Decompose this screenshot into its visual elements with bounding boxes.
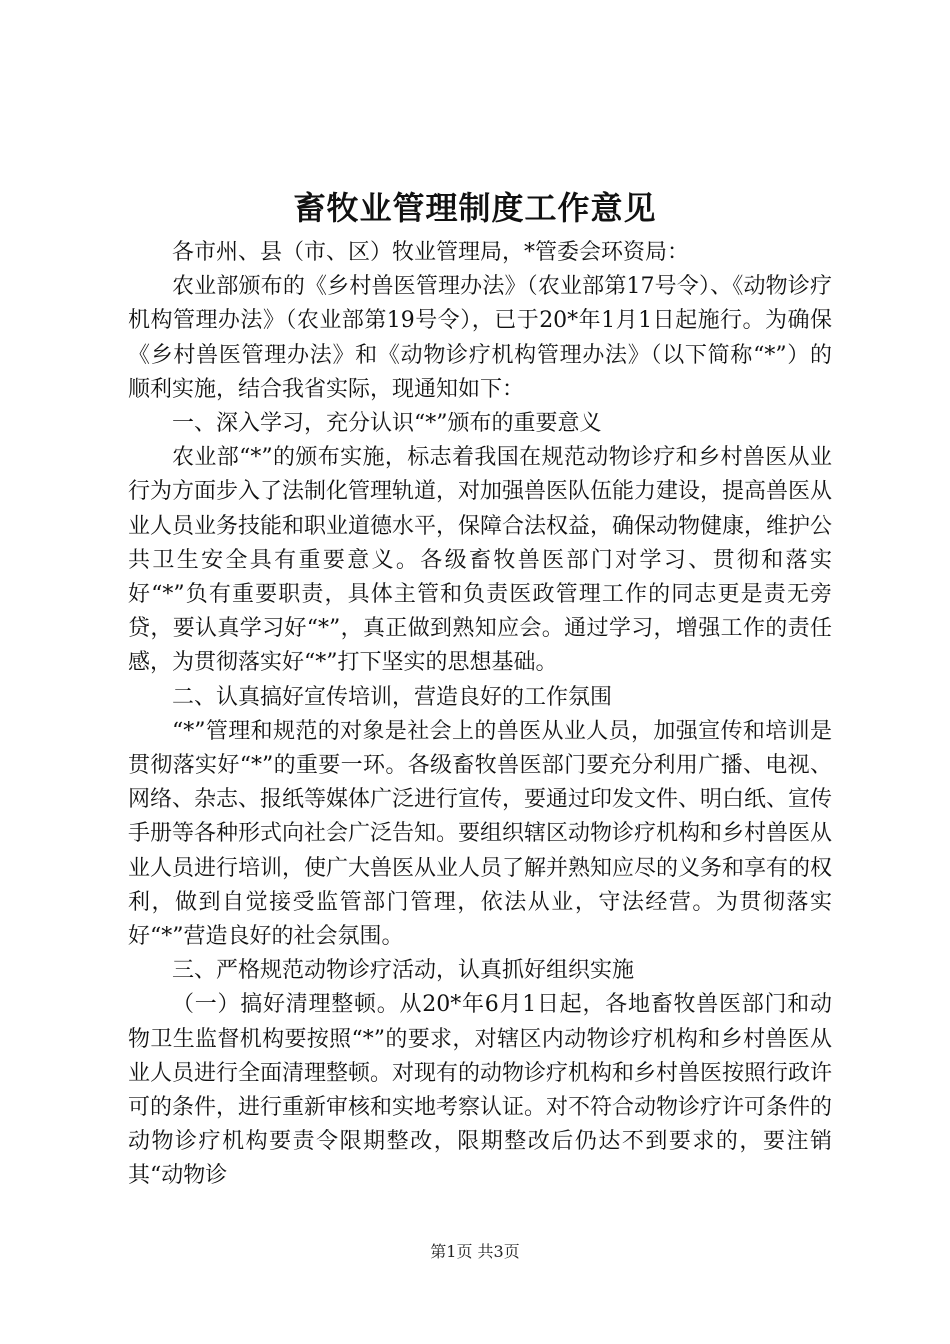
section-heading-1: 一、深入学习，充分认识“*”颁布的重要意义 bbox=[172, 411, 602, 437]
section-heading-2: 二、认真搞好宣传培训，营造良好的工作氛围 bbox=[172, 684, 613, 710]
section-paragraph-1: 农业部“*”的颁布实施，标志着我国在规范动物诊疗和乡村兽医从业行为方面步入了法制化管理轨道，对加强兽医队伍能力建设，提高兽医从业人员业务技能和职业道德水平，保障合法权益，确保动物健康，维护公共卫生安全具有重要意义。各级畜牧兽医部门对学习、贯彻和落实好“*”负有重要职责，具体主管和负责医政管理工作的同志更是责无旁贷，要认真学习好“*”，真正做到熟知应会。通过学习，增强工作的责任感，为贯彻落实好“*”打下坚实的思想基础。 bbox=[128, 445, 833, 676]
document-title: 畜牧业管理制度工作意见 bbox=[293, 189, 657, 227]
intro-paragraph: 农业部颁布的《乡村兽医管理办法》（农业部第17号令）、《动物诊疗机构管理办法》（农业部第19号令），已于20*年1月1日起施行。为确保《乡村兽医管理办法》和《动物诊疗机构管理办法》（以下简称“*”）的顺利实施，结合我省实际，现通知如下： bbox=[128, 274, 832, 402]
page-footer: 第1页 共3页 bbox=[430, 1242, 520, 1261]
section-paragraph-3: （一）搞好清理整顿。从20*年6月1日起，各地畜牧兽医部门和动物卫生监督机构要按照“*”的要求，对辖区内动物诊疗机构和乡村兽医从业人员进行全面清理整顿。对现有的动物诊疗机构和乡村兽医按照行政许可的条件，进行重新审核和实地考察认证。对不符合动物诊疗许可条件的动物诊疗机构要责令限期整改，限期整改后仍达不到要求的，要注销其“动物诊 bbox=[128, 992, 833, 1189]
document-body bbox=[128, 236, 832, 1194]
salutation-paragraph: 各市州、县（市、区）牧业管理局，*管委会环资局： bbox=[172, 240, 690, 265]
section-heading-3: 三、严格规范动物诊疗活动，认真抓好组织实施 bbox=[172, 958, 635, 984]
section-paragraph-2: “*”管理和规范的对象是社会上的兽医从业人员，加强宣传和培训是贯彻落实好“*”的重要一环。各级畜牧兽医部门要充分利用广播、电视、网络、杂志、报纸等媒体广泛进行宣传，要通过印发文件、明白纸、宣传手册等各种形式向社会广泛告知。要组织辖区动物诊疗机构和乡村兽医从业人员进行培训，使广大兽医从业人员了解并熟知应尽的义务和享有的权利，做到自觉接受监管部门管理，依法从业，守法经营。为贯彻落实好“*”营造良好的社会氛围。 bbox=[128, 718, 833, 950]
